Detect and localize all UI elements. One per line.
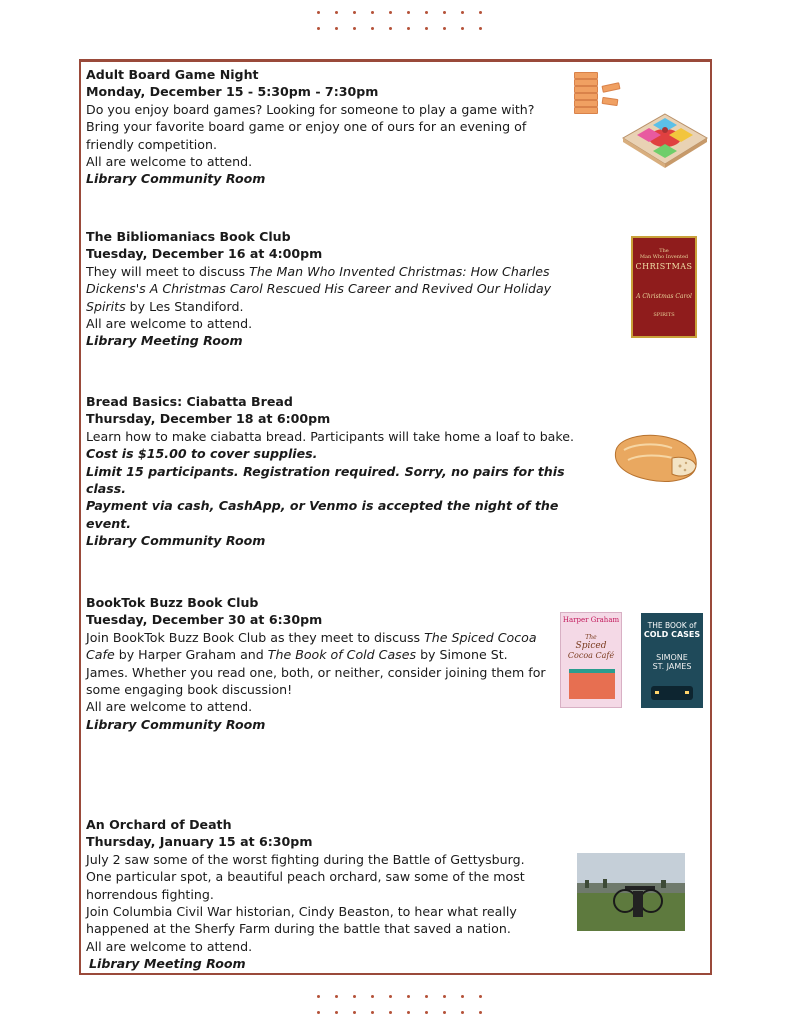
book-title: The Man Who Invented Christmas: How Charles Dickens's A Christmas Carol Rescued His Career and Revived Our Holiday Spirits	[86, 263, 552, 314]
event-bibliomaniacs-book-club	[86, 228, 596, 350]
book-cover-man-who-invented-christmas: The Man Who Invented CHRISTMAS A Christmas Carol SPIRITS	[631, 236, 697, 338]
bottom-dot-pattern	[310, 988, 485, 1018]
book-cover-spiced-cocoa-cafe: Harper Graham The Spiced Cocoa Café	[560, 612, 622, 708]
event-description: Do you enjoy board games? Looking for someone to play a game with? Bring your favorite board game or enjoy one of ours for an evening of friendly competition.	[86, 101, 535, 152]
event-title: The Bibliomaniacs Book Club	[86, 229, 291, 244]
event-description: Learn how to make ciabatta bread. Participants will take home a loaf to bake.	[86, 428, 574, 444]
board-game-icon	[621, 112, 709, 170]
event-booktok-buzz-book-club	[86, 594, 596, 733]
event-bread-basics-ciabatta	[86, 393, 596, 550]
event-description: Join Columbia Civil War historian, Cindy Beaston, to hear what really happened at the Sherfy Farm during the battle that saved a nation.	[86, 904, 517, 937]
event-cost: Cost is $15.00 to cover supplies.	[86, 446, 318, 462]
event-location: Library Community Room	[86, 171, 266, 187]
event-welcome: All are welcome to attend.	[86, 316, 253, 332]
event-welcome: All are welcome to attend.	[86, 154, 253, 170]
event-welcome: All are welcome to attend.	[86, 699, 253, 715]
event-location: Library Community Room	[86, 533, 266, 549]
event-location: Library Meeting Room	[89, 956, 246, 972]
event-date: Thursday, January 15 at 6:30pm	[86, 834, 313, 850]
event-payment: Payment via cash, CashApp, or Venmo is accepted the night of the event.	[86, 498, 559, 531]
civil-war-cannon-photo	[577, 853, 685, 931]
event-location: Library Meeting Room	[86, 333, 243, 349]
ciabatta-bread-icon	[610, 428, 702, 488]
event-description: July 2 saw some of the worst fighting during the Battle of Gettysburg. One particular spot, a beautiful peach orchard, saw some of the most horrendous fighting.	[86, 851, 525, 902]
event-description: They will meet to discuss The Man Who Invented Christmas: How Charles Dickens's A Christmas Carol Rescued His Career and Revived Our Holiday Spirits by Les Standiford.	[86, 263, 552, 314]
event-title: Bread Basics: Ciabatta Bread	[86, 394, 293, 409]
event-title: BookTok Buzz Book Club	[86, 595, 259, 610]
top-dot-pattern	[310, 8, 485, 38]
jenga-tower-icon	[572, 72, 624, 118]
event-orchard-of-death	[86, 816, 596, 973]
event-date: Tuesday, December 16 at 4:00pm	[86, 246, 323, 262]
event-location: Library Community Room	[86, 716, 266, 732]
book-title: The Spiced Cocoa Cafe	[86, 629, 537, 663]
event-board-game-night	[86, 66, 596, 188]
event-date: Monday, December 15 - 5:30pm - 7:30pm	[86, 84, 379, 100]
event-title: An Orchard of Death	[86, 817, 232, 832]
event-limit: Limit 15 participants. Registration required. Sorry, no pairs for this class.	[86, 463, 565, 497]
event-welcome: All are welcome to attend.	[86, 938, 253, 954]
event-title: Adult Board Game Night	[86, 67, 259, 82]
event-date: Thursday, December 18 at 6:00pm	[86, 411, 331, 427]
book-title: The Book of Cold Cases	[267, 647, 417, 663]
book-cover-book-of-cold-cases: THE BOOK of COLD CASES SIMONE ST. JAMES	[641, 613, 703, 708]
event-date: Tuesday, December 30 at 6:30pm	[86, 612, 323, 628]
event-description: Join BookTok Buzz Book Club as they meet to discuss The Spiced Cocoa Cafe by Harper Graham and The Book of Cold Cases by Simone St. James. Whether you read one, both, or neither, consider joining them for some engaging book discussion!	[86, 629, 546, 698]
